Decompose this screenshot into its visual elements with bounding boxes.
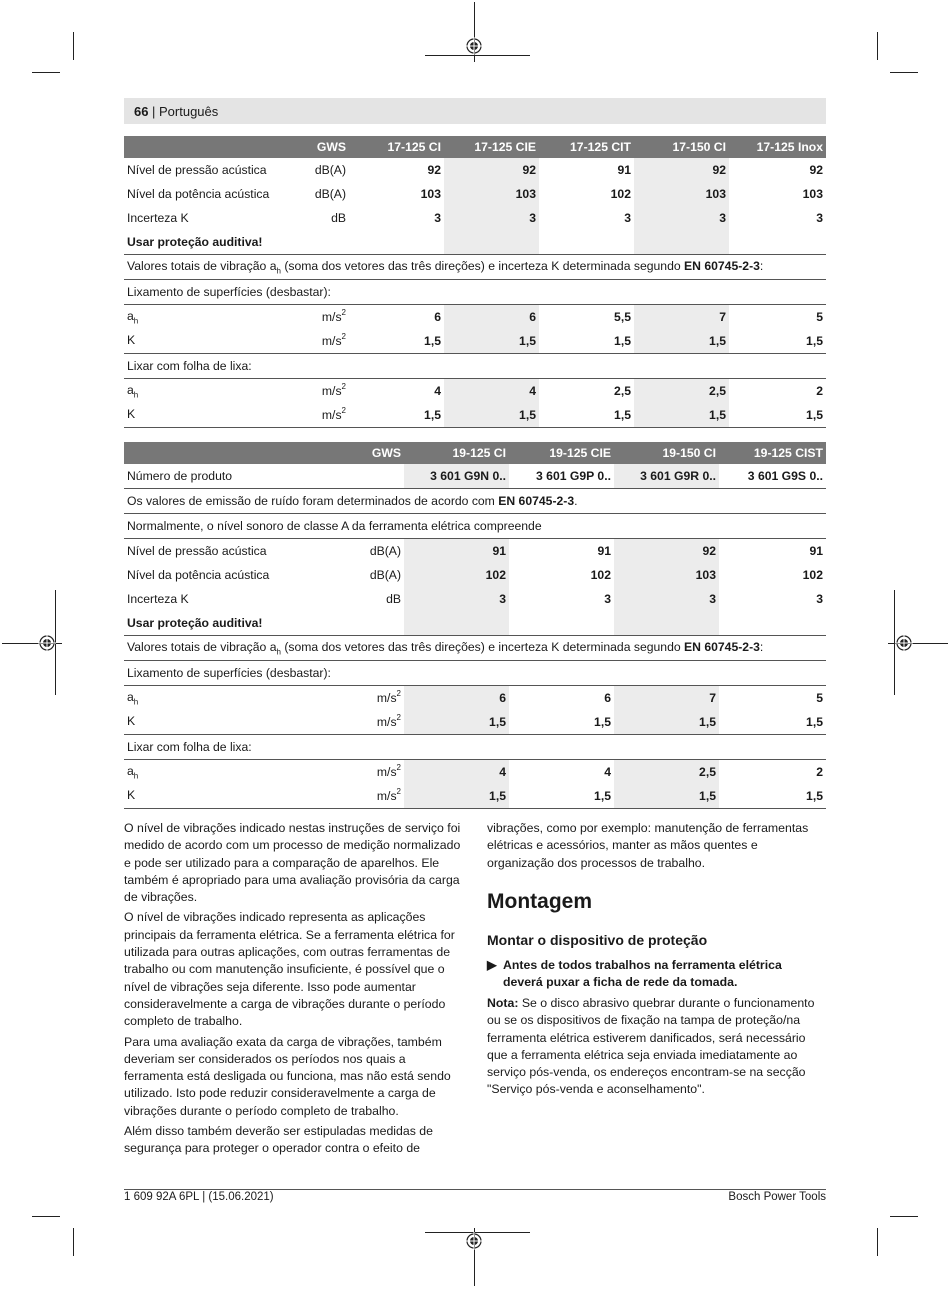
value-cell: 92 [614, 539, 719, 564]
group-label: Lixamento de superfícies (desbastar): [124, 661, 826, 686]
group-label: Lixar com folha de lixa: [124, 354, 826, 379]
value-cell: 2,5 [614, 384, 631, 398]
row-label: Nível de pressão acústica [127, 544, 267, 558]
table-row [124, 280, 826, 305]
value-cell: 1,5 [509, 710, 614, 735]
value-cell: 91 [809, 544, 823, 558]
header-cell: 17-150 CI [634, 136, 729, 158]
value-cell: 3 [816, 592, 823, 606]
header-cell: 17-125 CIE [444, 136, 539, 158]
value-cell: 6 [444, 305, 539, 330]
value-cell: 2 [816, 765, 823, 779]
row-unit: dB(A) [314, 187, 346, 201]
row-unit: dB [331, 211, 346, 225]
paragraph: Para uma avaliação exata da carga de vibrações, também deveriam ser considerados os períodos nos quais a ferramenta está desligada ou funciona, mas não está sendo utilizado. Isto pode reduzir consideravelmente a carga de vibrações durante o período completo de trabalho. [124, 1034, 451, 1118]
value-cell: 103 [634, 182, 729, 206]
value-cell: 92 [809, 163, 823, 177]
header-cell: GWS [354, 442, 404, 464]
value-cell: 1,5 [404, 784, 509, 809]
product-number-label: Número de produto [124, 464, 404, 489]
note-label: Nota: [487, 996, 519, 1010]
value-cell: 102 [610, 187, 631, 201]
product-number: 3 601 G9N 0.. [404, 464, 509, 489]
row-label: K [124, 784, 354, 809]
hearing-warning: Usar proteção auditiva! [127, 616, 263, 630]
table-row [124, 735, 826, 760]
emission-note: Os valores de emissão de ruído foram determinados de acordo com EN 60745-2-3. [124, 489, 826, 514]
value-cell: 91 [617, 163, 631, 177]
value-cell: 3 [614, 587, 719, 611]
row-label: $a_h$ [127, 308, 139, 326]
table-row [124, 611, 826, 636]
value-cell: 6 [604, 691, 611, 705]
header-cell: 19-125 CI [404, 442, 509, 464]
table-row [124, 489, 826, 514]
value-cell: 3 [634, 206, 729, 230]
row-label: $a_h$ [127, 763, 139, 781]
row-label: $a_h$ [127, 382, 139, 400]
crop-mark [73, 1228, 74, 1256]
crop-mark [877, 32, 878, 60]
value-cell: 1,5 [719, 710, 826, 735]
table-row [124, 539, 826, 564]
value-cell: 1,5 [634, 329, 729, 354]
footer-right: Bosch Power Tools [728, 1191, 826, 1203]
value-cell: 1,5 [729, 329, 826, 354]
header-cell: 17-125 Inox [729, 136, 826, 158]
value-cell: 3 [604, 592, 611, 606]
value-cell: 1,5 [444, 403, 539, 428]
triangle-bullet-icon: ▶ [487, 958, 497, 972]
value-cell: 3 [816, 211, 823, 225]
header-cell: 17-125 CIT [539, 136, 634, 158]
table-row [124, 514, 826, 539]
row-label: $a_h$ [127, 689, 139, 707]
registration-mark-icon [465, 1232, 483, 1250]
row-unit: $m/s^2$ [376, 689, 401, 705]
product-number: 3 601 G9S 0.. [719, 464, 826, 489]
table-row [124, 255, 826, 280]
value-cell: 91 [597, 544, 611, 558]
value-cell: 1,5 [634, 403, 729, 428]
value-cell: 6 [404, 686, 509, 711]
row-unit: dB(A) [314, 163, 346, 177]
table-row [124, 329, 826, 354]
table-row [124, 636, 826, 661]
page-header [124, 98, 826, 124]
value-cell: 102 [802, 568, 823, 582]
crop-mark [32, 72, 60, 73]
value-cell: 1,5 [404, 710, 509, 735]
table-row [124, 403, 826, 428]
crop-mark [877, 1228, 878, 1256]
table-row [124, 230, 826, 255]
table-header-row [124, 442, 826, 464]
paragraph: vibrações, como por exemplo: manutenção de ferramentas elétricas e acessórios, manter as mãos quentes e organização dos processos de trabalho. [487, 821, 809, 870]
value-cell: 5 [816, 310, 823, 324]
value-cell: 1,5 [729, 403, 826, 428]
value-cell: 102 [404, 563, 509, 587]
header-cell: 19-125 CIST [719, 442, 826, 464]
row-unit: dB(A) [369, 568, 401, 582]
value-cell: 3 [404, 587, 509, 611]
value-cell: 1,5 [509, 784, 614, 809]
value-cell: 1,5 [349, 329, 444, 354]
value-cell: 3 [624, 211, 631, 225]
row-label: Nível da potência acústica [127, 568, 270, 582]
value-cell: 2,5 [634, 379, 729, 404]
value-cell: 7 [634, 305, 729, 330]
spec-table-19 [124, 442, 826, 809]
header-language: Português [159, 104, 219, 119]
table-row [124, 760, 826, 785]
row-unit: dB(A) [369, 544, 401, 558]
normally-note: Normalmente, o nível sonoro de classe A da ferramenta elétrica compreende [124, 514, 826, 539]
header-cell: 17-125 CI [349, 136, 444, 158]
table-row [124, 464, 826, 489]
value-cell: 103 [614, 563, 719, 587]
page-number: 66 [134, 104, 149, 119]
table-row [124, 661, 826, 686]
crop-mark [890, 1216, 918, 1217]
value-cell: 5 [816, 691, 823, 705]
product-number: 3 601 G9R 0.. [614, 464, 719, 489]
row-unit: $m/s^2$ [321, 382, 346, 398]
value-cell: 1,5 [719, 784, 826, 809]
value-cell: 5,5 [614, 310, 631, 324]
right-text-column [487, 820, 827, 875]
row-label: Nível de pressão acústica [127, 163, 267, 177]
value-cell: 103 [420, 187, 441, 201]
row-label: K [124, 403, 296, 428]
hearing-warning: Usar proteção auditiva! [127, 235, 263, 249]
note-text: Se o disco abrasivo quebrar durante o funcionamento ou se os dispositivos de fixação na tampa de proteção/na ferramenta elétrica estiverem danificados, será necessário que a ferramenta elétrica seja enviada imediatamente ao serviço pós-venda, os endereços encontram-se na secção "Serviço pós-venda e aconselhamento". [487, 996, 815, 1097]
vibration-intro: Valores totais de vibração $a_h$ (soma dos vetores das três direções) e incerteza K determinada segundo EN 60745-2-3: [124, 255, 826, 280]
value-cell: 103 [802, 187, 823, 201]
group-label: Lixar com folha de lixa: [124, 735, 826, 760]
value-cell: 2 [816, 384, 823, 398]
paragraph: O nível de vibrações indicado representa as aplicações principais da ferramenta elétrica. Se a ferramenta elétrica for utilizada para outras aplicações, com outras ferramentas de trabalho ou com manutenção insuficiente, é possível que o nível de vibrações seja diferente. Isso pode aumentar consideravelmente a carga de vibrações durante o período completo de trabalho. [124, 910, 455, 1029]
value-cell: 92 [634, 158, 729, 182]
header-separator: | [152, 104, 156, 119]
value-cell: 103 [444, 182, 539, 206]
value-cell: 91 [404, 539, 509, 564]
value-cell: 6 [434, 310, 441, 324]
crop-mark [73, 32, 74, 60]
paragraph: Além disso também deverão ser estipuladas medidas de segurança para proteger o operador contra o efeito de [124, 1124, 433, 1156]
row-unit: $m/s^2$ [376, 763, 401, 779]
table-row [124, 158, 826, 182]
left-text-column [124, 820, 462, 1161]
table-row [124, 206, 826, 230]
header-cell: GWS [296, 136, 349, 158]
value-cell: 92 [427, 163, 441, 177]
value-cell: 3 [444, 206, 539, 230]
subsection-title: Montar o dispositivo de proteção [487, 932, 708, 948]
bullet-text: Antes de todos trabalhos na ferramenta elétrica deverá puxar a ficha de rede da tomada. [503, 958, 782, 989]
table-row [124, 354, 826, 379]
row-unit: dB [386, 592, 401, 606]
row-unit: $m/s^2$ [354, 710, 404, 735]
registration-mark-icon [38, 634, 56, 652]
crop-mark [890, 72, 918, 73]
table-row [124, 379, 826, 404]
row-unit: $m/s^2$ [296, 403, 349, 428]
table-row [124, 686, 826, 711]
row-unit: $m/s^2$ [296, 329, 349, 354]
value-cell: 1,5 [349, 403, 444, 428]
table-row [124, 587, 826, 611]
row-label: Incerteza K [127, 592, 189, 606]
header-cell: 19-125 CIE [509, 442, 614, 464]
value-cell: 4 [404, 760, 509, 785]
table-row [124, 305, 826, 330]
product-number: 3 601 G9P 0.. [509, 464, 614, 489]
value-cell: 1,5 [614, 710, 719, 735]
value-cell: 7 [614, 686, 719, 711]
value-cell: 4 [444, 379, 539, 404]
table-header-row [124, 136, 826, 158]
header-cell: 19-150 CI [614, 442, 719, 464]
table-row [124, 563, 826, 587]
value-cell: 4 [434, 384, 441, 398]
value-cell: 4 [604, 765, 611, 779]
value-cell: 92 [444, 158, 539, 182]
footer-divider [124, 1189, 826, 1190]
note-paragraph [487, 995, 827, 1099]
row-label: K [124, 710, 354, 735]
group-label: Lixamento de superfícies (desbastar): [124, 280, 826, 305]
paragraph: O nível de vibrações indicado nestas instruções de serviço foi medido de acordo com um processo de medição normalizado e pode ser utilizado para a comparação de aparelhos. Ele também é apropriado para uma avaliação provisória da carga de vibrações. [124, 821, 461, 905]
value-cell: 1,5 [614, 784, 719, 809]
value-cell: 1,5 [539, 329, 634, 354]
crop-mark [425, 55, 530, 56]
vibration-intro: Valores totais de vibração $a_h$ (soma dos vetores das três direções) e incerteza K determinada segundo EN 60745-2-3: [124, 636, 826, 661]
table-row [124, 784, 826, 809]
value-cell: 102 [590, 568, 611, 582]
registration-mark-icon [465, 37, 483, 55]
row-label: Nível da potência acústica [127, 187, 270, 201]
registration-mark-icon [895, 634, 913, 652]
spec-table-17 [124, 136, 826, 428]
row-label: K [124, 329, 296, 354]
value-cell: 3 [434, 211, 441, 225]
footer-left: 1 609 92A 6PL | (15.06.2021) [124, 1191, 274, 1203]
table-row [124, 710, 826, 735]
table-row [124, 182, 826, 206]
value-cell: 1,5 [539, 403, 634, 428]
row-label: Incerteza K [127, 211, 189, 225]
row-unit: $m/s^2$ [321, 308, 346, 324]
section-title: Montagem [487, 890, 592, 913]
value-cell: 2,5 [614, 760, 719, 785]
value-cell: 1,5 [444, 329, 539, 354]
crop-mark [32, 1216, 60, 1217]
row-unit: $m/s^2$ [354, 784, 404, 809]
